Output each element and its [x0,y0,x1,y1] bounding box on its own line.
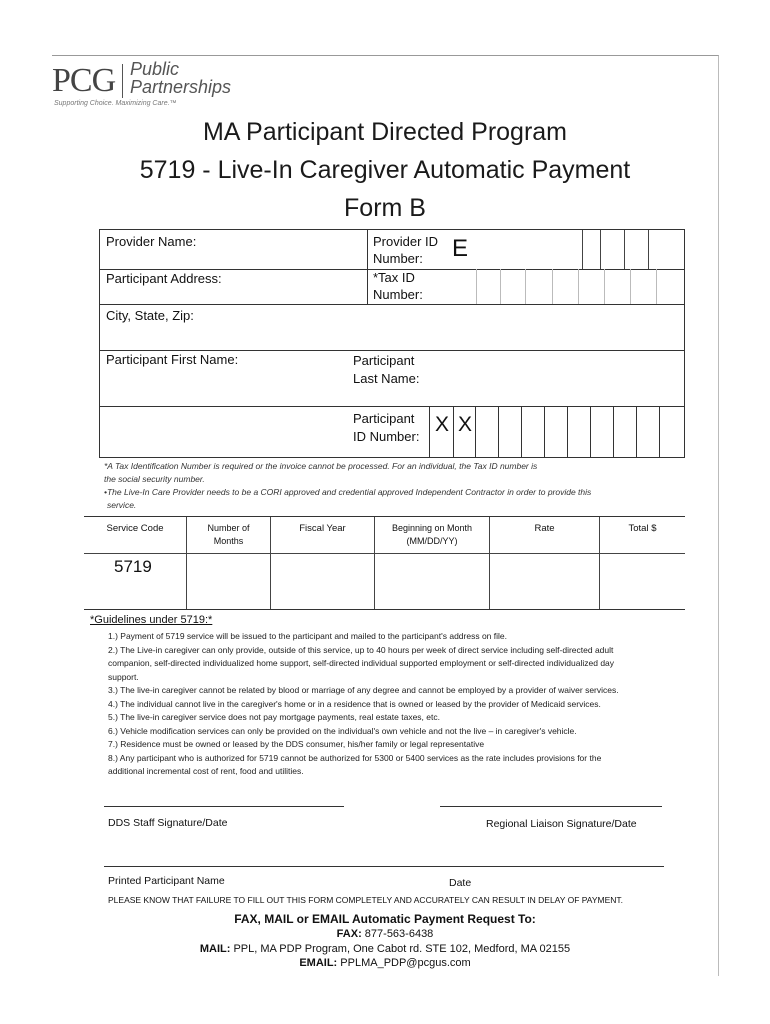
mail-address: PPL, MA PDP Program, One Cabot rd. STE 102, Medford, MA 02155 [233,943,571,955]
dds-signature-line[interactable] [104,806,344,807]
payment-warning: PLEASE KNOW THAT FAILURE TO FILL OUT THIS FORM COMPLETELY AND ACCURATELY CAN RESULT IN DELAY OF PAYMENT. [108,895,624,905]
logo-partnerships: Partnerships [130,77,232,97]
header-number-of-months: Number of Months [207,523,250,546]
printed-name-line[interactable] [104,866,664,867]
guideline-6: 6.) Vehicle modification services can only be provided on the individual's own vehicle and not the live – in caregiver's vehicle. [108,725,577,736]
participant-id-x1: X [435,413,450,436]
logo-public-partnerships [130,60,231,96]
provider-id-label: Provider ID Number: [373,234,439,266]
guideline-1: 1.) Payment of 5719 service will be issued to the participant and mailed to the participant's address on file. [108,631,507,641]
guideline-3: 3.) The live-in caregiver cannot be related by blood or marriage of any degree and cannot be employed by a provider of waiver services. [108,685,619,695]
header-beginning-month: Beginning on Month (MM/DD/YY) [391,523,473,546]
participant-last-name-label: Participant Last Name: [353,353,420,386]
guideline-8: 8.) Any participant who is authorized for 5719 cannot be authorized for 5300 or 5400 services as the rate includes provisions for the [108,752,602,763]
mail-line: MAIL: PPL, MA PDP Program, One Cabot rd. STE 102, Medford, MA 02155 [199,943,571,955]
title-line-1: MA Participant Directed Program [202,118,568,146]
printed-name-label: Printed Participant Name [108,875,225,887]
logo-public: Public [130,59,180,79]
header-service-code: Service Code [106,523,164,534]
participant-info-box [99,229,685,458]
title-line-3: Form B [344,194,426,222]
guidelines-list [108,630,718,779]
regional-signature-line[interactable] [440,806,662,807]
email-address[interactable]: PPLMA_PDP@pcgus.com [340,957,471,969]
logo-pcg: PCG [52,62,116,99]
provider-id-prefix: E [452,235,469,262]
guideline-2c: support. [108,671,139,682]
logo-tagline: Supporting Choice. Maximizing Care.™ [54,100,177,107]
guideline-4: 4.) The individual cannot live in the caregiver's home or in a residence that is owned or leased by the provider of Medicaid services. [108,698,601,709]
tax-id-label: *Tax ID Number: [373,270,423,302]
date-label: Date [449,877,472,889]
title-line-2: 5719 - Live-In Caregiver Automatic Payment [139,156,631,184]
regional-signature-label: Regional Liaison Signature/Date [486,818,637,830]
guideline-5: 5.) The live-in caregiver service does not pay mortgage payments, real estate taxes, etc. [108,712,440,722]
guideline-7: 7.) Residence must be owned or leased by the DDS consumer, his/her family or legal representative [108,739,485,749]
city-state-zip-label: City, State, Zip: [106,308,194,323]
email-line: EMAIL: PPLMA_PDP@pcgus.com [299,957,471,969]
fax-number: 877-563-6438 [364,928,434,940]
tax-id-footnote: *A Tax Identification Number is required or the invoice cannot be processed. For an individual, the Tax ID number is the social security number. •The Live-In Care Provider needs to be a CORI approved and credential approved Independent Contractor in order to provide this service. [104,461,592,510]
header-fiscal-year: Fiscal Year [299,523,346,534]
guideline-2b: companion, self-directed individualized home support, self-directed individual supported employment or self-directed individualized day [108,658,615,668]
participant-first-name-label: Participant First Name: [106,352,239,367]
participant-address-label: Participant Address: [106,271,222,286]
guideline-8b: additional incremental cost of rent, food and utilities. [108,766,304,776]
request-heading: FAX, MAIL or EMAIL Automatic Payment Request To: [234,912,536,926]
guideline-2: 2.) The Live-in caregiver can only provide, outside of this service, up to 40 hours per week of direct service including self-directed adult [108,644,614,655]
fax-line: FAX: 877-563-6438 [336,928,434,940]
participant-id-x2: X [458,413,473,436]
service-code-value: 5719 [114,557,152,576]
participant-id-label: Participant ID Number: [353,411,420,444]
logo-divider [122,64,123,98]
dds-signature-label: DDS Staff Signature/Date [108,817,228,829]
header-total: Total $ [628,523,657,534]
header-rate: Rate [534,523,555,534]
service-table [84,516,685,610]
provider-name-label: Provider Name: [106,234,197,249]
guidelines-heading: *Guidelines under 5719:* [90,614,213,626]
